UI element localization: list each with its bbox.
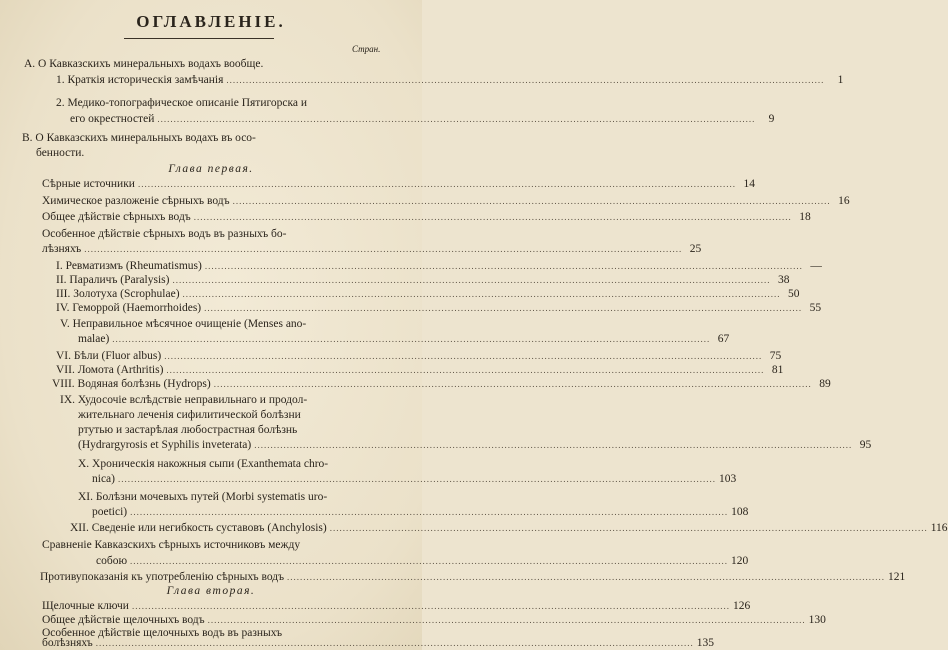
toc-entry: Химическое разложеніе сѣрныхъ водъ ..... 16 bbox=[42, 194, 372, 208]
toc-entry: ртутью и застарѣлая любострастная болѣзнь bbox=[78, 424, 298, 436]
toc-entry: Сравненіе Кавказскихъ сѣрныхъ источниковъ между bbox=[42, 539, 301, 551]
toc-entry: IV. Геморрой (Haemorrhoides) ..... 55 bbox=[56, 301, 372, 315]
toc-entry: VI. Бѣли (Fluor albus) ..... 75 bbox=[56, 349, 372, 363]
toc-entry: 2. Медико-топографическое описаніе Пятигорска и bbox=[56, 97, 308, 109]
toc-entry: (Hydrargyrosis et Syphilis inveterata) ..... 95 bbox=[78, 438, 372, 452]
toc-entry: жительнаго леченія сифилитической болѣзни bbox=[78, 409, 301, 421]
toc-entry: бенности. bbox=[36, 147, 85, 159]
toc-entry: 1. Краткія историческія замѣчанія ..... 1 bbox=[56, 73, 376, 87]
toc-entry: болѣзняхъ ..... 135 bbox=[42, 636, 374, 650]
toc-entry: XII. Сведеніе или негибкость суставовъ (Anchylosis) ..... 116 bbox=[70, 521, 374, 535]
toc-entry: Общее дѣйствіе сѣрныхъ водъ ..... 18 bbox=[42, 210, 372, 224]
toc-entry: лѣзняхъ ..... 25 bbox=[42, 242, 372, 256]
page-column-label: Стран. bbox=[352, 44, 381, 54]
toc-entry: XI. Болѣзни мочевыхъ путей (Morbi systematis uro- bbox=[78, 491, 328, 503]
chapter-heading: Глава первая. bbox=[168, 163, 254, 175]
toc-entry: IX. Худосочіе вслѣдствіе неправильнаго и продол- bbox=[60, 394, 308, 406]
toc-entry: VIII. Водяная болѣзнь (Hydrops) ..... 89 bbox=[52, 377, 372, 391]
toc-entry: Щелочные ключи ..... 126 bbox=[42, 599, 374, 613]
toc-entry: Противупоказанія къ употребленію сѣрныхъ водъ ..... 121 bbox=[40, 570, 374, 584]
toc-entry: nica) ..... 103 bbox=[92, 472, 372, 486]
toc-entry: Сѣрные источники ..... 14 bbox=[42, 177, 372, 191]
toc-entry: собою ..... 120 bbox=[96, 554, 374, 568]
toc-entry: В. О Кавказскихъ минеральныхъ водахъ въ осо- bbox=[22, 132, 256, 144]
title-rule bbox=[124, 38, 274, 39]
toc-entry: Общее дѣйствіе щелочныхъ водъ ..... 130 bbox=[42, 613, 374, 627]
toc-entry: poetici) ..... 108 bbox=[92, 505, 372, 519]
toc-entry: X. Хроническія накожныя сыпи (Exanthemata chro- bbox=[78, 458, 329, 470]
toc-entry: II. Параличъ (Paralysis) ..... 38 bbox=[56, 273, 372, 287]
toc-entry: V. Неправильное мѣсячное очищеніе (Menses ano- bbox=[60, 318, 307, 330]
toc-entry: Особенное дѣйствіе сѣрныхъ водъ въ разныхъ бо- bbox=[42, 228, 287, 240]
toc-entry: А. О Кавказскихъ минеральныхъ водахъ вообще. bbox=[24, 58, 264, 70]
page-title: ОГЛАВЛЕНІЕ. bbox=[136, 12, 286, 31]
toc-entry: VII. Ломота (Arthritis) ..... 81 bbox=[56, 363, 372, 377]
toc-entry: III. Золотуха (Scrophulae) ..... 50 bbox=[56, 287, 372, 301]
toc-entry: I. Ревматизмъ (Rheumatismus) ..... — bbox=[56, 259, 372, 273]
chapter-heading: Глава вторая. bbox=[166, 585, 256, 597]
toc-entry: его окрестностей ..... 9 bbox=[70, 112, 376, 126]
toc-entry: malae) ..... 67 bbox=[78, 332, 372, 346]
toc-entry: Особенное дѣйствіе щелочныхъ водъ въ разныхъ bbox=[42, 627, 283, 639]
